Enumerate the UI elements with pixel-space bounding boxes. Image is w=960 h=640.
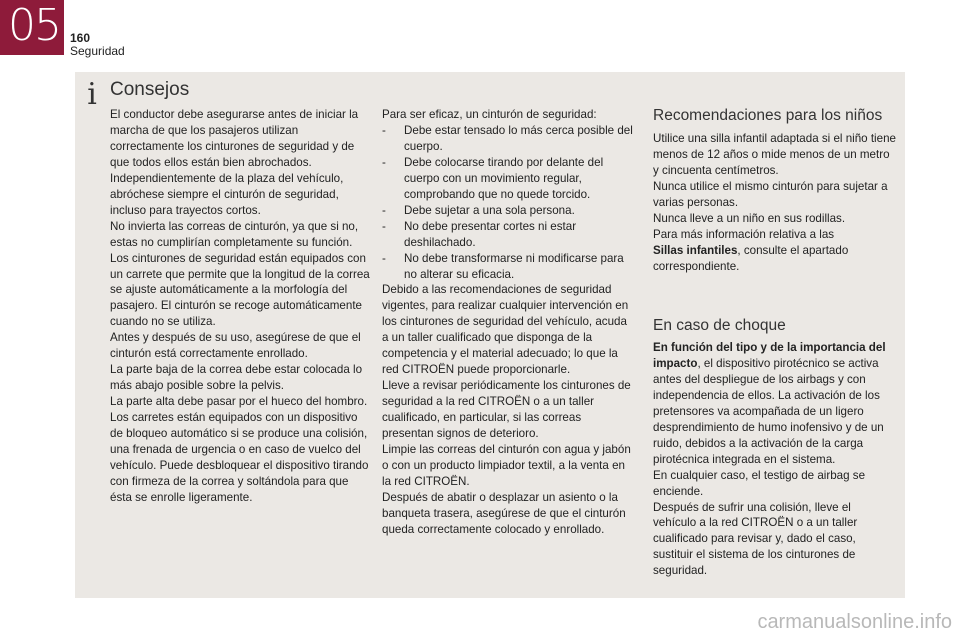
paragraph: Nunca utilice el mismo cinturón para sujetar a varias personas. <box>653 179 888 209</box>
intro-text: Para ser eficaz, un cinturón de seguridad: <box>382 108 597 121</box>
bullet-item: - Debe sujetar a una sola persona. <box>382 203 575 217</box>
paragraph: La parte alta debe pasar por el hueco del hombro. <box>110 395 368 409</box>
ninos-section <box>653 131 897 275</box>
bold-reference: Sillas infantiles <box>653 243 738 257</box>
consejos-column-1 <box>110 107 372 506</box>
paragraph: El conductor debe asegurarse antes de iniciar la marcha de que los pasajeros utilizan correctamente los cinturones de seguridad y de que todos ellos están bien abrochados. <box>110 108 359 169</box>
choque-title: En caso de choque <box>653 317 786 334</box>
section-name: Seguridad <box>70 44 125 58</box>
bullet-item: - Debe estar tensado lo más cerca posible del cuerpo. <box>382 123 633 153</box>
watermark: carmanualsonline.info <box>757 611 952 633</box>
paragraph: No invierta las correas de cinturón, ya que si no, estas no cumplirían completamente su función. <box>110 219 359 249</box>
paragraph: Independientemente de la plaza del vehículo, abróchese siempre el cinturón de seguridad, incluso para trayectos cortos. <box>110 171 344 217</box>
text: Para más información relativa a las <box>653 227 835 241</box>
paragraph: Antes y después de su uso, asegúrese de que el cinturón está correctamente enrollado. <box>110 331 361 361</box>
text: , consulte el apartado correspondiente. <box>653 243 849 273</box>
choque-section <box>653 340 897 579</box>
consejos-title: Consejos <box>110 79 190 100</box>
consejos-column-2 <box>382 107 634 538</box>
paragraph: Nunca lleve a un niño en sus rodillas. <box>653 211 846 225</box>
paragraph: Limpie las correas del cinturón con agua y jabón o con un producto limpiador textil, a la venta en la red CITROËN. <box>382 443 631 488</box>
paragraph: Los cinturones de seguridad están equipados con un carrete que permite que la longitud de la correa se ajuste automáticamente a la morfología del pasajero. El cinturón se recoge automáticamente cuando no se utiliza. <box>110 251 370 329</box>
text: , el dispositivo pirotécnico se activa antes del despliegue de los airbags y con independencia de ellos. La activación de los pretensores va acompañada de un ligero desprendimiento de humo inofensivo y de un ruido, debidos a la activación de la carga pirotécnica integrada en el sistema. <box>653 356 884 466</box>
paragraph: Lleve a revisar periódicamente los cinturones de seguridad a la red CITROËN o a un taller cualificado, en particular, si las correas presentan signos de deterioro. <box>382 379 631 441</box>
paragraph: Utilice una silla infantil adaptada si el niño tiene menos de 12 años o mide menos de un metro y cincuenta centímetros. <box>653 132 896 177</box>
paragraph: Los carretes están equipados con un dispositivo de bloqueo automático si se produce una colisión, una frenada de urgencia o en caso de vuelco del vehículo. Puede desbloquear el dispositivo tirando con firmeza de la correa y soltándola para que ésta se enrolle ligeramente. <box>110 411 369 504</box>
paragraph: Después de sufrir una colisión, lleve el vehículo a la red CITROËN o a un taller cualificado para revisar y, dado el caso, sustituir el sistema de los cinturones de seguridad. <box>653 500 858 578</box>
paragraph: La parte baja de la correa debe estar colocada lo más abajo posible sobre la pelvis. <box>110 363 363 393</box>
page-number: 160 <box>70 31 91 45</box>
paragraph: En cualquier caso, el testigo de airbag se enciende. <box>653 468 866 498</box>
bullet-item: - No debe presentar cortes ni estar deshilachado. <box>382 219 577 249</box>
info-i-icon: i <box>87 77 97 112</box>
paragraph: Debido a las recomendaciones de seguridad vigentes, para realizar cualquier intervención en los cinturones de seguridad del vehículo, acuda a un taller cualificado que disponga de la competencia y el material adecuado; lo que la red CITROËN puede proporcionarle. <box>382 283 629 377</box>
paragraph: Después de abatir o desplazar un asiento o la banqueta trasera, asegúrese de que el cinturón queda correctamente colocado y enrollado. <box>382 490 626 536</box>
bullet-item: - No debe transformarse ni modificarse para no alterar su eficacia. <box>382 251 624 281</box>
ninos-title: Recomendaciones para los niños <box>653 107 883 124</box>
chapter-tab <box>0 0 64 55</box>
paragraph <box>653 340 897 468</box>
paragraph <box>653 227 897 275</box>
bullet-item: - Debe colocarse tirando por delante del cuerpo con un movimiento regular, comprobando que no quede torcido. <box>382 155 604 201</box>
chapter-number: 05 <box>8 0 60 51</box>
bold-lead: En función del tipo y de la importancia del impacto <box>653 341 886 370</box>
